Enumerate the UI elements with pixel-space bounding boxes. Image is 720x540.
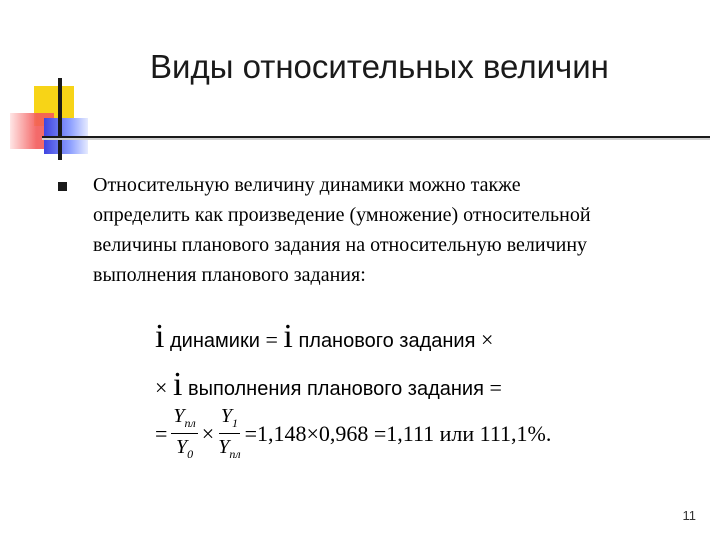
- times-sign: ×: [201, 420, 215, 446]
- bullet-text-line: определить как произведение (умножение) относительной: [93, 204, 591, 226]
- formula-result: =1,148×0,968 =1,111 или 111,1%.: [244, 420, 552, 446]
- fraction-plan-to-base: [171, 405, 197, 462]
- decor-vertical-line: [58, 78, 62, 160]
- times-sign: ×: [155, 375, 168, 400]
- fraction-denominator-subscript: 0: [187, 447, 194, 461]
- fraction-denominator-subscript: пл: [229, 447, 241, 461]
- formula-line-2: [155, 366, 502, 404]
- formula-subscript: выполнения планового задания: [188, 378, 484, 400]
- page-number: 11: [682, 508, 696, 523]
- bullet-text-line: величины планового задания на относительную величину: [93, 234, 588, 256]
- fraction-denominator: Y: [176, 436, 188, 458]
- equals-sign: =: [265, 327, 278, 352]
- fraction-numerator: Y: [173, 405, 185, 427]
- fraction-numerator-subscript: 1: [231, 416, 238, 430]
- index-symbol: i: [172, 366, 183, 403]
- fraction-denominator: Y: [218, 436, 230, 458]
- equals-sign: =: [155, 420, 168, 446]
- bullet-text-line: выполнения планового задания:: [93, 264, 366, 286]
- bullet-text-line: Относительную величину динамики можно также: [93, 174, 521, 196]
- title-underline-shadow: [42, 138, 710, 140]
- times-sign: ×: [480, 327, 494, 352]
- fraction-actual-to-plan: [218, 405, 240, 462]
- index-symbol: i: [155, 318, 165, 355]
- fraction-numerator: Y: [220, 405, 232, 427]
- fraction-numerator-subscript: пл: [184, 416, 196, 430]
- equals-sign: =: [489, 375, 502, 400]
- slide-title: Виды относительных величин: [150, 48, 609, 85]
- bullet-text: [93, 170, 705, 290]
- index-symbol: i: [283, 318, 293, 355]
- formula-subscript: планового задания: [298, 330, 476, 352]
- formula-line-3: [155, 405, 551, 462]
- formula-subscript: динамики: [170, 330, 260, 352]
- bullet-square-icon: [58, 182, 67, 191]
- formula-line-1: [155, 318, 493, 356]
